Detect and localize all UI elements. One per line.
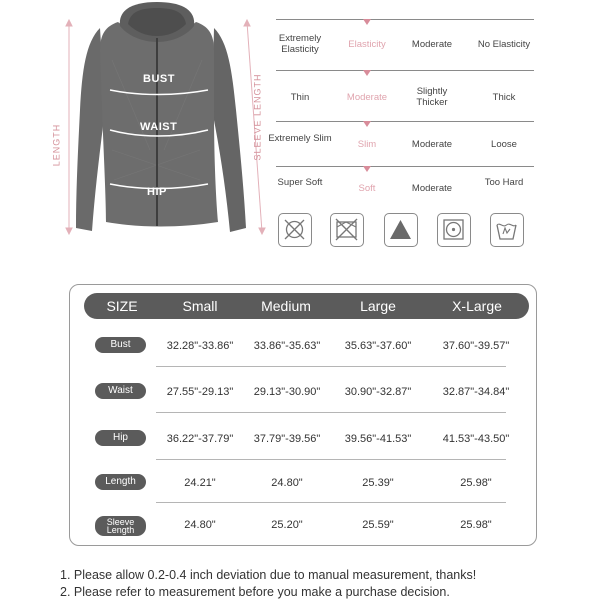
softness-option-4: Too Hard <box>484 177 524 188</box>
waist-medium: 29.13"-30.90" <box>253 386 321 398</box>
waist-label: WAIST <box>140 121 178 133</box>
fit-option-2: Slim <box>357 139 377 150</box>
softness-option-3: Moderate <box>411 183 453 194</box>
length-medium: 24.80" <box>271 477 303 489</box>
elasticity-divider <box>276 19 534 20</box>
length-label: LENGTH <box>51 123 62 167</box>
thickness-divider <box>276 70 534 71</box>
length-arrow <box>66 20 72 234</box>
softness-marker <box>363 166 371 172</box>
hip-xlarge: 41.53"-43.50" <box>442 433 510 445</box>
sleeve-large: 25.59" <box>362 519 394 531</box>
hip-medium: 37.79"-39.56" <box>253 433 321 445</box>
elasticity-marker <box>363 19 371 25</box>
hip-label: HIP <box>147 186 167 198</box>
softness-option-2: Soft <box>358 183 376 194</box>
sleeve-xlarge: 25.98" <box>460 519 492 531</box>
elasticity-option-2: Elasticity <box>348 39 386 50</box>
bust-label: BUST <box>143 73 175 85</box>
fit-divider <box>276 121 534 122</box>
sleeve-label-line1: Sleeve <box>106 517 135 527</box>
elasticity-option-4: No Elasticity <box>477 39 531 50</box>
elasticity-option-3: Moderate <box>411 39 453 50</box>
note-2: 2. Please refer to measurement before you make a purchase decision. <box>60 585 450 599</box>
thickness-option-4: Thick <box>492 92 516 103</box>
waist-xlarge: 32.87"-34.84" <box>442 386 510 398</box>
waist-row-label: Waist <box>95 383 146 399</box>
length-small: 24.21" <box>184 477 216 489</box>
softness-option-1: Super Soft <box>277 177 323 188</box>
bust-row-label: Bust <box>95 337 146 353</box>
medium-header: Medium <box>261 298 311 314</box>
length-large: 25.39" <box>362 477 394 489</box>
row-divider <box>156 502 506 503</box>
bleach-allowed-icon <box>384 213 418 247</box>
sleeve-medium: 25.20" <box>271 519 303 531</box>
tumble-dry-icon <box>437 213 471 247</box>
bust-small: 32.28"-33.86" <box>166 340 234 352</box>
bust-medium: 33.86"-35.63" <box>253 340 321 352</box>
bust-xlarge: 37.60"-39.57" <box>442 340 510 352</box>
sleeve-length-row-label <box>95 516 146 536</box>
thickness-option-1: Thin <box>290 92 310 103</box>
large-header: Large <box>360 298 396 314</box>
softness-divider <box>276 166 534 167</box>
do-not-iron-icon <box>330 213 364 247</box>
hip-large: 39.56"-41.53" <box>344 433 412 445</box>
length-row-label: Length <box>95 474 146 490</box>
jacket-illustration <box>0 0 275 250</box>
right-sleeve <box>212 28 246 232</box>
note-1: 1. Please allow 0.2-0.4 inch deviation due to manual measurement, thanks! <box>60 568 477 582</box>
length-xlarge: 25.98" <box>460 477 492 489</box>
size-header: SIZE <box>106 298 138 314</box>
hip-small: 36.22"-37.79" <box>166 433 234 445</box>
row-divider <box>156 366 506 367</box>
elasticity-option-1: Extremely Elasticity <box>278 33 322 55</box>
sleeve-length-label: SLEEVE LENGTH <box>252 73 263 161</box>
bust-large: 35.63"-37.60" <box>344 340 412 352</box>
size-chart-panel <box>69 284 537 546</box>
row-divider <box>156 412 506 413</box>
waist-large: 30.90"-32.87" <box>344 386 412 398</box>
waist-small: 27.55"-29.13" <box>166 386 234 398</box>
sleeve-small: 24.80" <box>184 519 216 531</box>
row-divider <box>156 459 506 460</box>
small-header: Small <box>182 298 218 314</box>
fit-marker <box>363 121 371 127</box>
thickness-option-2: Moderate <box>346 92 388 103</box>
do-not-bleach-icon <box>278 213 312 247</box>
fit-option-4: Loose <box>491 139 517 150</box>
xlarge-header: X-Large <box>452 298 502 314</box>
sleeve-label-line2: Length <box>106 525 135 535</box>
hip-row-label: Hip <box>95 430 146 446</box>
fit-option-3: Moderate <box>411 139 453 150</box>
hand-wash-icon <box>490 213 524 247</box>
fit-option-1: Extremely Slim <box>268 133 332 144</box>
thickness-marker <box>363 70 371 76</box>
thickness-option-3: Slightly Thicker <box>416 86 448 108</box>
